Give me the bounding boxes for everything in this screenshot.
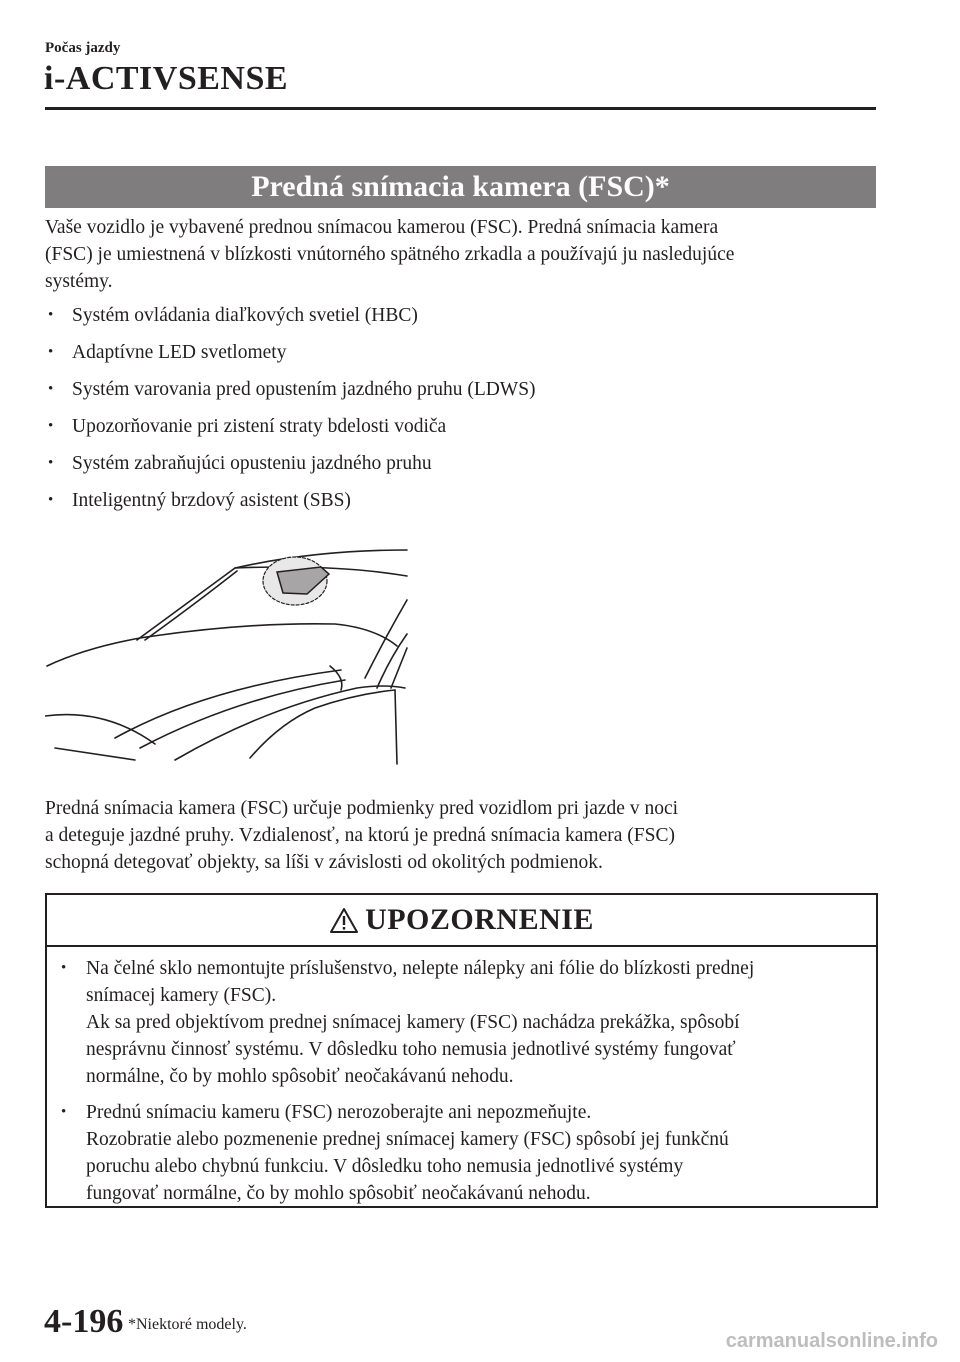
footnote: *Niektoré modely. xyxy=(128,1316,247,1333)
feature-label: Adaptívne LED svetlomety xyxy=(72,342,287,363)
description-paragraph xyxy=(45,795,875,876)
chapter-title: i-ACTIVSENSE xyxy=(44,60,289,97)
caution-title: UPOZORNENIE xyxy=(365,903,594,936)
feature-list-item xyxy=(45,339,875,366)
feature-label: Systém zabraňujúci opusteniu jazdného pruhu xyxy=(72,453,432,474)
section-label: Počas jazdy xyxy=(45,40,121,56)
intro-line: (FSC) je umiestnená v blízkosti vnútorného spätného zrkadla a používajú ju nasledujúce xyxy=(45,244,735,265)
caution-list xyxy=(47,947,876,1207)
feature-label: Systém ovládania diaľkových svetiel (HBC) xyxy=(72,305,418,326)
feature-label: Upozorňovanie pri zistení straty bdelosti vodiča xyxy=(72,416,447,437)
caution-line: Rozobratie alebo pozmenenie prednej snímacej kamery (FSC) spôsobí jej funkčnú xyxy=(86,1129,729,1150)
bullet: • xyxy=(48,344,54,360)
intro-paragraph xyxy=(45,214,875,295)
warning-triangle-icon xyxy=(329,907,359,934)
caution-line: snímacej kamery (FSC). xyxy=(86,985,277,1006)
caution-line: fungovať normálne, čo by mohlo spôsobiť neočakávanú nehodu. xyxy=(86,1183,591,1204)
feature-list xyxy=(45,302,875,524)
caution-line: poruchu alebo chybnú funkciu. V dôsledku toho nemusia jednotlivé systémy xyxy=(86,1156,684,1177)
caution-line: Ak sa pred objektívom prednej snímacej kamery (FSC) nachádza prekážka, spôsobí xyxy=(86,1012,740,1033)
caution-line: nesprávnu činnosť systému. V dôsledku toho nemusia jednotlivé systémy fungovať xyxy=(86,1039,736,1060)
bullet: • xyxy=(61,1104,67,1120)
intro-line: systémy. xyxy=(45,271,113,292)
feature-list-item xyxy=(45,413,875,440)
caution-line: normálne, čo by mohlo spôsobiť neočakávanú nehodu. xyxy=(86,1066,514,1087)
caution-box xyxy=(45,893,878,1208)
feature-list-item xyxy=(45,487,875,514)
caution-header xyxy=(47,895,876,947)
bullet: • xyxy=(48,455,54,471)
description-line: schopná detegovať objekty, sa líši v závislosti od okolitých podmienok. xyxy=(45,852,603,873)
feature-list-item xyxy=(45,302,875,329)
bullet: • xyxy=(48,418,54,434)
camera-location-illustration xyxy=(45,538,425,770)
description-line: Predná snímacia kamera (FSC) určuje podmienky pred vozidlom pri jazde v noci xyxy=(45,798,679,819)
bullet: • xyxy=(61,960,67,976)
section-title-banner: Predná snímacia kamera (FSC)* xyxy=(45,166,876,208)
bullet: • xyxy=(48,307,54,323)
caution-line: Na čelné sklo nemontujte príslušenstvo, nelepte nálepky ani fólie do blízkosti prednej xyxy=(86,958,755,979)
title-rule xyxy=(45,107,876,110)
intro-line: Vaše vozidlo je vybavené prednou snímacou kamerou (FSC). Predná snímacia kamera xyxy=(45,217,719,238)
page-number: 4-196 xyxy=(44,1303,124,1340)
feature-label: Inteligentný brzdový asistent (SBS) xyxy=(72,490,351,511)
bullet: • xyxy=(48,381,54,397)
caution-item xyxy=(47,955,876,1090)
bullet: • xyxy=(48,492,54,508)
caution-line: Prednú snímaciu kameru (FSC) nerozoberajte ani nepozmeňujte. xyxy=(86,1102,592,1123)
watermark-link[interactable]: carmanualsonline.info xyxy=(725,1330,938,1352)
feature-label: Systém varovania pred opustením jazdného pruhu (LDWS) xyxy=(72,379,536,400)
description-line: a deteguje jazdné pruhy. Vzdialenosť, na ktorú je predná snímacia kamera (FSC) xyxy=(45,825,675,846)
feature-list-item xyxy=(45,450,875,477)
caution-item xyxy=(47,1099,876,1207)
feature-list-item xyxy=(45,376,875,403)
